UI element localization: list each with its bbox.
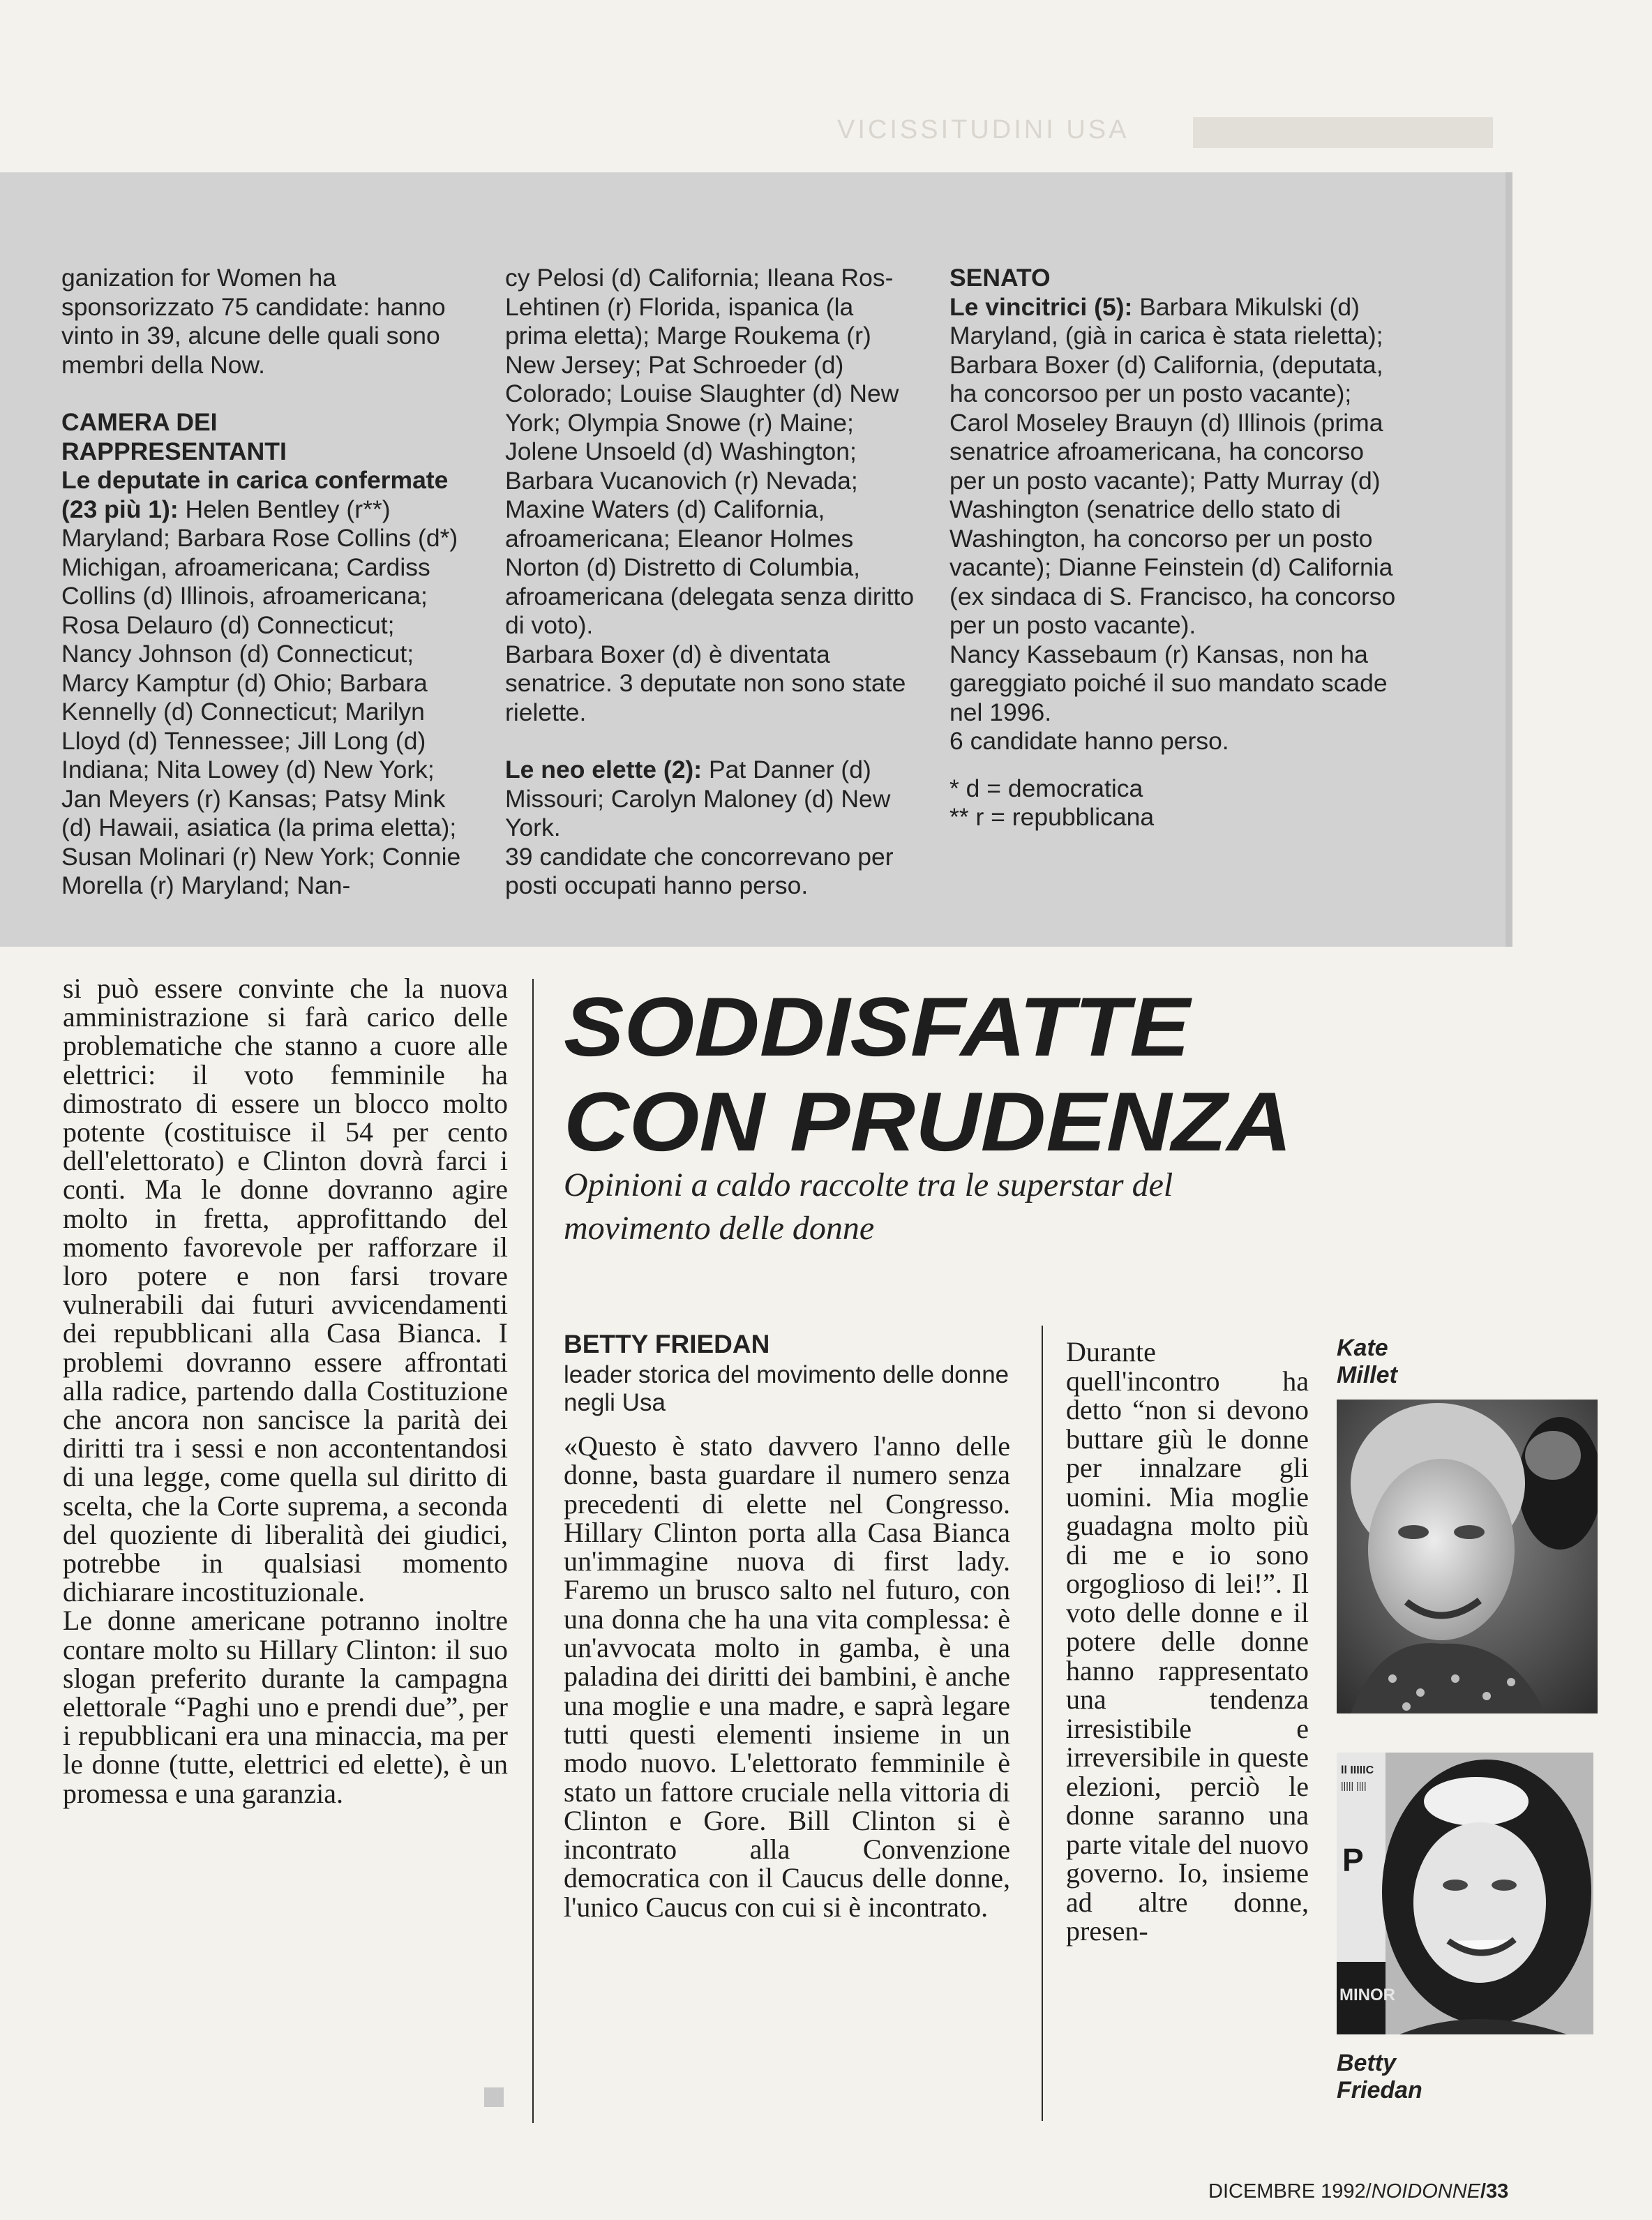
subhead-confermate: Le deputate in carica confermate (23 più 1):	[61, 466, 449, 523]
column-divider	[532, 979, 534, 2123]
author-role: leader storica del movimento delle donne negli Usa	[564, 1361, 1009, 1416]
quote-column-divider	[1042, 1326, 1043, 2121]
end-of-article-mark	[484, 2087, 504, 2107]
kassebaum-note: Nancy Kassebaum (r) Kansas, non ha gareggiato poiché il suo mandato scade nel 1996.	[949, 640, 1388, 726]
boxer-note: Barbara Boxer (d) è diventata senatrice. 3 deputate non sono state rielette.	[505, 640, 906, 726]
svg-text:||||| ||||: ||||| ||||	[1341, 1780, 1367, 1791]
legend-repubblicana: ** r = repubblicana	[949, 803, 1155, 831]
photo-kate-millet	[1337, 1400, 1598, 1713]
author-name: BETTY FRIEDAN	[564, 1330, 770, 1358]
photo-betty-friedan	[1337, 1753, 1593, 2034]
legend-democratica: * d = democratica	[949, 774, 1143, 802]
article-headline	[564, 980, 1392, 1169]
subhead-neo-elette: Le neo elette (2):	[505, 756, 703, 783]
poster-text: MINOR	[1339, 1986, 1395, 2004]
photo-betty-friedan-image	[1337, 1753, 1593, 2034]
photo-caption-kate-millet: Kate Millet	[1337, 1335, 1397, 1388]
folio-date: DICEMBRE 1992/	[1208, 2180, 1372, 2203]
heading-senato: SENATO	[949, 264, 1051, 292]
headline-line-2: CON PRUDENZA	[564, 1075, 1293, 1169]
photo-kate-millet-image	[1337, 1400, 1598, 1713]
quote-column-1: «Questo è stato davvero l'anno delle donne, basta guardare il numero senza precedenti di elette nel Congresso. Hillary Clinton porta alla Casa Bianca un'immagine nuova di first lady. Faremo un brusco salto nel futuro, con una donna che ha una vita complessa: è un'avvocata molto in gamba, è una paladina dei diritti dei bambini, è anche una moglie e una madre, e saprà legare tutti questi elementi insieme in un modo nuovo. L'elettorato femminile è stato un fattore cruciale nella vittoria di Clinton e Gore. Bill Clinton si è incontrato alla Convenzione democratica con il Caucus delle donne, l'unico Caucus con cui si è incontrato.	[564, 1430, 1010, 1923]
bleed-header: VICISSITUDINI USA	[837, 115, 1129, 144]
headline-line-1: SODDISFATTE	[564, 980, 1190, 1074]
heading-camera: CAMERA DEI RAPPRESENTANTI	[61, 408, 287, 465]
text-vincitrici: Barbara Mikulski (d) Maryland, (già in carica è stata rieletta); Barbara Boxer (d) California, (deputata, ha concorsoo per un posto vacante); Carol Moseley Brauyn (d) Illinois (prima senatrice afroamericana, ha concorso per un posto vacante); Patty Murray (d) Washington (senatrice dello stato di Washington, ha concorso per un posto vacante); Dianne Feinstein (d) California (ex sindaca di S. Francisco, ha concorso per un posto vacante).	[949, 292, 1396, 639]
article-subheadline: Opinioni a caldo raccolte tra le superstar del movimento delle donne	[564, 1167, 1173, 1247]
box-column-1	[61, 264, 470, 901]
folio-magazine: NOIDONNE	[1371, 2180, 1480, 2203]
folio-page: /33	[1480, 2180, 1509, 2203]
main-text-column	[63, 974, 508, 1808]
lost-note-senato: 6 candidate hanno perso.	[949, 727, 1229, 755]
main-paragraph-2: Le donne americane potranno inoltre contare molto su Hillary Clinton: il suo slogan preferito durante la campagna elettorale “Paghi uno e prendi due”, per i repubblicani era una minaccia, ma per le donne (tutte, elettrici ed elette), è un promessa e una garanzia.	[63, 1605, 508, 1809]
box-intro: ganization for Women ha sponsorizzato 75 candidate: hanno vinto in 39, alcune delle quali sono membri della Now.	[61, 264, 446, 379]
text-neo-elette: Pat Danner (d) Missouri; Carolyn Maloney (d) New York.	[505, 756, 891, 841]
svg-text:ll IIIIIC: ll IIIIIC	[1341, 1764, 1374, 1776]
page-folio	[1208, 2180, 1508, 2203]
box-column-3	[949, 264, 1396, 832]
text-confermate-cont: cy Pelosi (d) California; Ileana Ros-Lehtinen (r) Florida, ispanica (la prima eletta); Marge Roukema (r) New Jersey; Pat Schroeder (d) Colorado; Louise Slaughter (d) New York; Olympia Snowe (r) Maine; Jolene Unsoeld (d) Washington; Barbara Vucanovich (r) Nevada; Maxine Waters (d) California, afroamericana; Eleanor Holmes Norton (d) Distretto di Columbia, afroamericana (delegata senza diritto di voto).	[505, 264, 915, 639]
photo-caption-betty-friedan: Betty Friedan	[1337, 2050, 1422, 2103]
quote-column-2: Durante quell'incontro ha detto “non si devono buttare giù le donne per innalzare gli uomini. Mia moglie guadagna molto più di me e io sono orgoglioso di lei!”. Il voto delle donne e il potere delle donne hanno rappresentato una tendenza irresistibile e irreversibile in queste elezioni, perciò le donne saranno una parte vitale del nuovo governo. Io, insieme ad altre donne, presen-	[1066, 1336, 1309, 1947]
box-edge	[1505, 172, 1512, 947]
main-paragraph-1: si può essere convinte che la nuova amministrazione si farà carico delle problematiche che stanno a cuore alle elettrici: il voto femminile ha dimostrato di essere un blocco molto potente (costituisce il 54 per cento dell'elettorato) e Clinton dovrà farci i conti. Ma le donne dovranno agire molto in fretta, approfittando del momento favorevole per rafforzare il loro potere e non farsi trovare vulnerabili dai futuri avvicendamenti dei repubblicani alla Casa Bianca. I problemi dovranno essere affrontati alla radice, partendo dalla Costituzione che ancora non sancisce la parità dei diritti tra i sessi e non accontentandosi di una legge, come quella sul diritto di scelta, che la Corte suprema, a seconda del quoziente di liberalità dei giudici, potrebbe in qualsiasi momento dichiarare incostituzionale.	[63, 973, 508, 1608]
svg-text:P: P	[1342, 1842, 1364, 1878]
box-column-2	[505, 264, 917, 901]
subhead-vincitrici: Le vincitrici (5):	[949, 292, 1133, 321]
lost-note-camera: 39 candidate che concorrevano per posti occupati hanno perso.	[505, 842, 894, 899]
text-confermate: Helen Bentley (r**) Maryland; Barbara Rose Collins (d*) Michigan, afroamericana; Cardiss Collins (d) Illinois, afroamericana; Rosa Delauro (d) Connecticut; Nancy Johnson (d) Connecticut; Marcy Kamptur (d) Ohio; Barbara Kennelly (d) Connecticut; Marilyn Lloyd (d) Tennessee; Jill Long (d) Indiana; Nita Lowey (d) New York; Jan Meyers (r) Kansas; Patsy Mink (d) Hawaii, asiatica (la prima eletta); Susan Molinari (r) New York; Connie Morella (r) Maryland; Nan-	[61, 495, 461, 899]
